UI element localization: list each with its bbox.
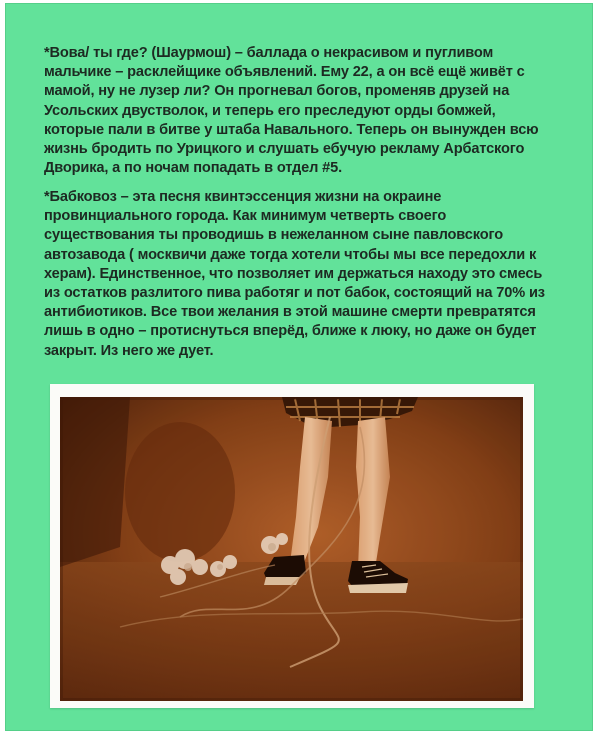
photo-frame (50, 384, 534, 708)
paragraph-vova: *Вова/ ты где? (Шаурмош) – баллада о некрасивом и пугливом мальчике – расклейщике объявлений. Ему 22, а он всё ещё живёт с мамой, ну не лузер ли? Он прогневал богов, променяв друзей на Усольских двустволок, и теперь его преследуют орды бомжей, которые пали в битве у штаба Навального. Теперь он вынужден всю жизнь бродить по Урицкого и слушать ебучую рекламу Арбатского Дворика, а по ночам попадать в отдел #5. (44, 45, 539, 177)
concert-photo (60, 397, 523, 701)
concert-photo-image (60, 397, 523, 701)
paragraph-babkovoz: *Бабковоз – эта песня квинтэссенция жизни на окраине провинциального города. Как минимум четверть своего существования ты проводишь в нежеланном сыне павловского автозавода ( москвичи даже тогда хотели чтобы мы все передохли к херам). Единственное, что позволяет им держаться находу это смесь из остатков разлитого пива работяг и пот бабок, состоящий на 70% из антибиотиков. Все твои желания в этой машине смерти превратятся лишь в одно – протиснуться вперёд, ближе к люку, но даже он будет закрыт. Из него же дует. (44, 189, 545, 359)
zine-page (6, 4, 592, 730)
